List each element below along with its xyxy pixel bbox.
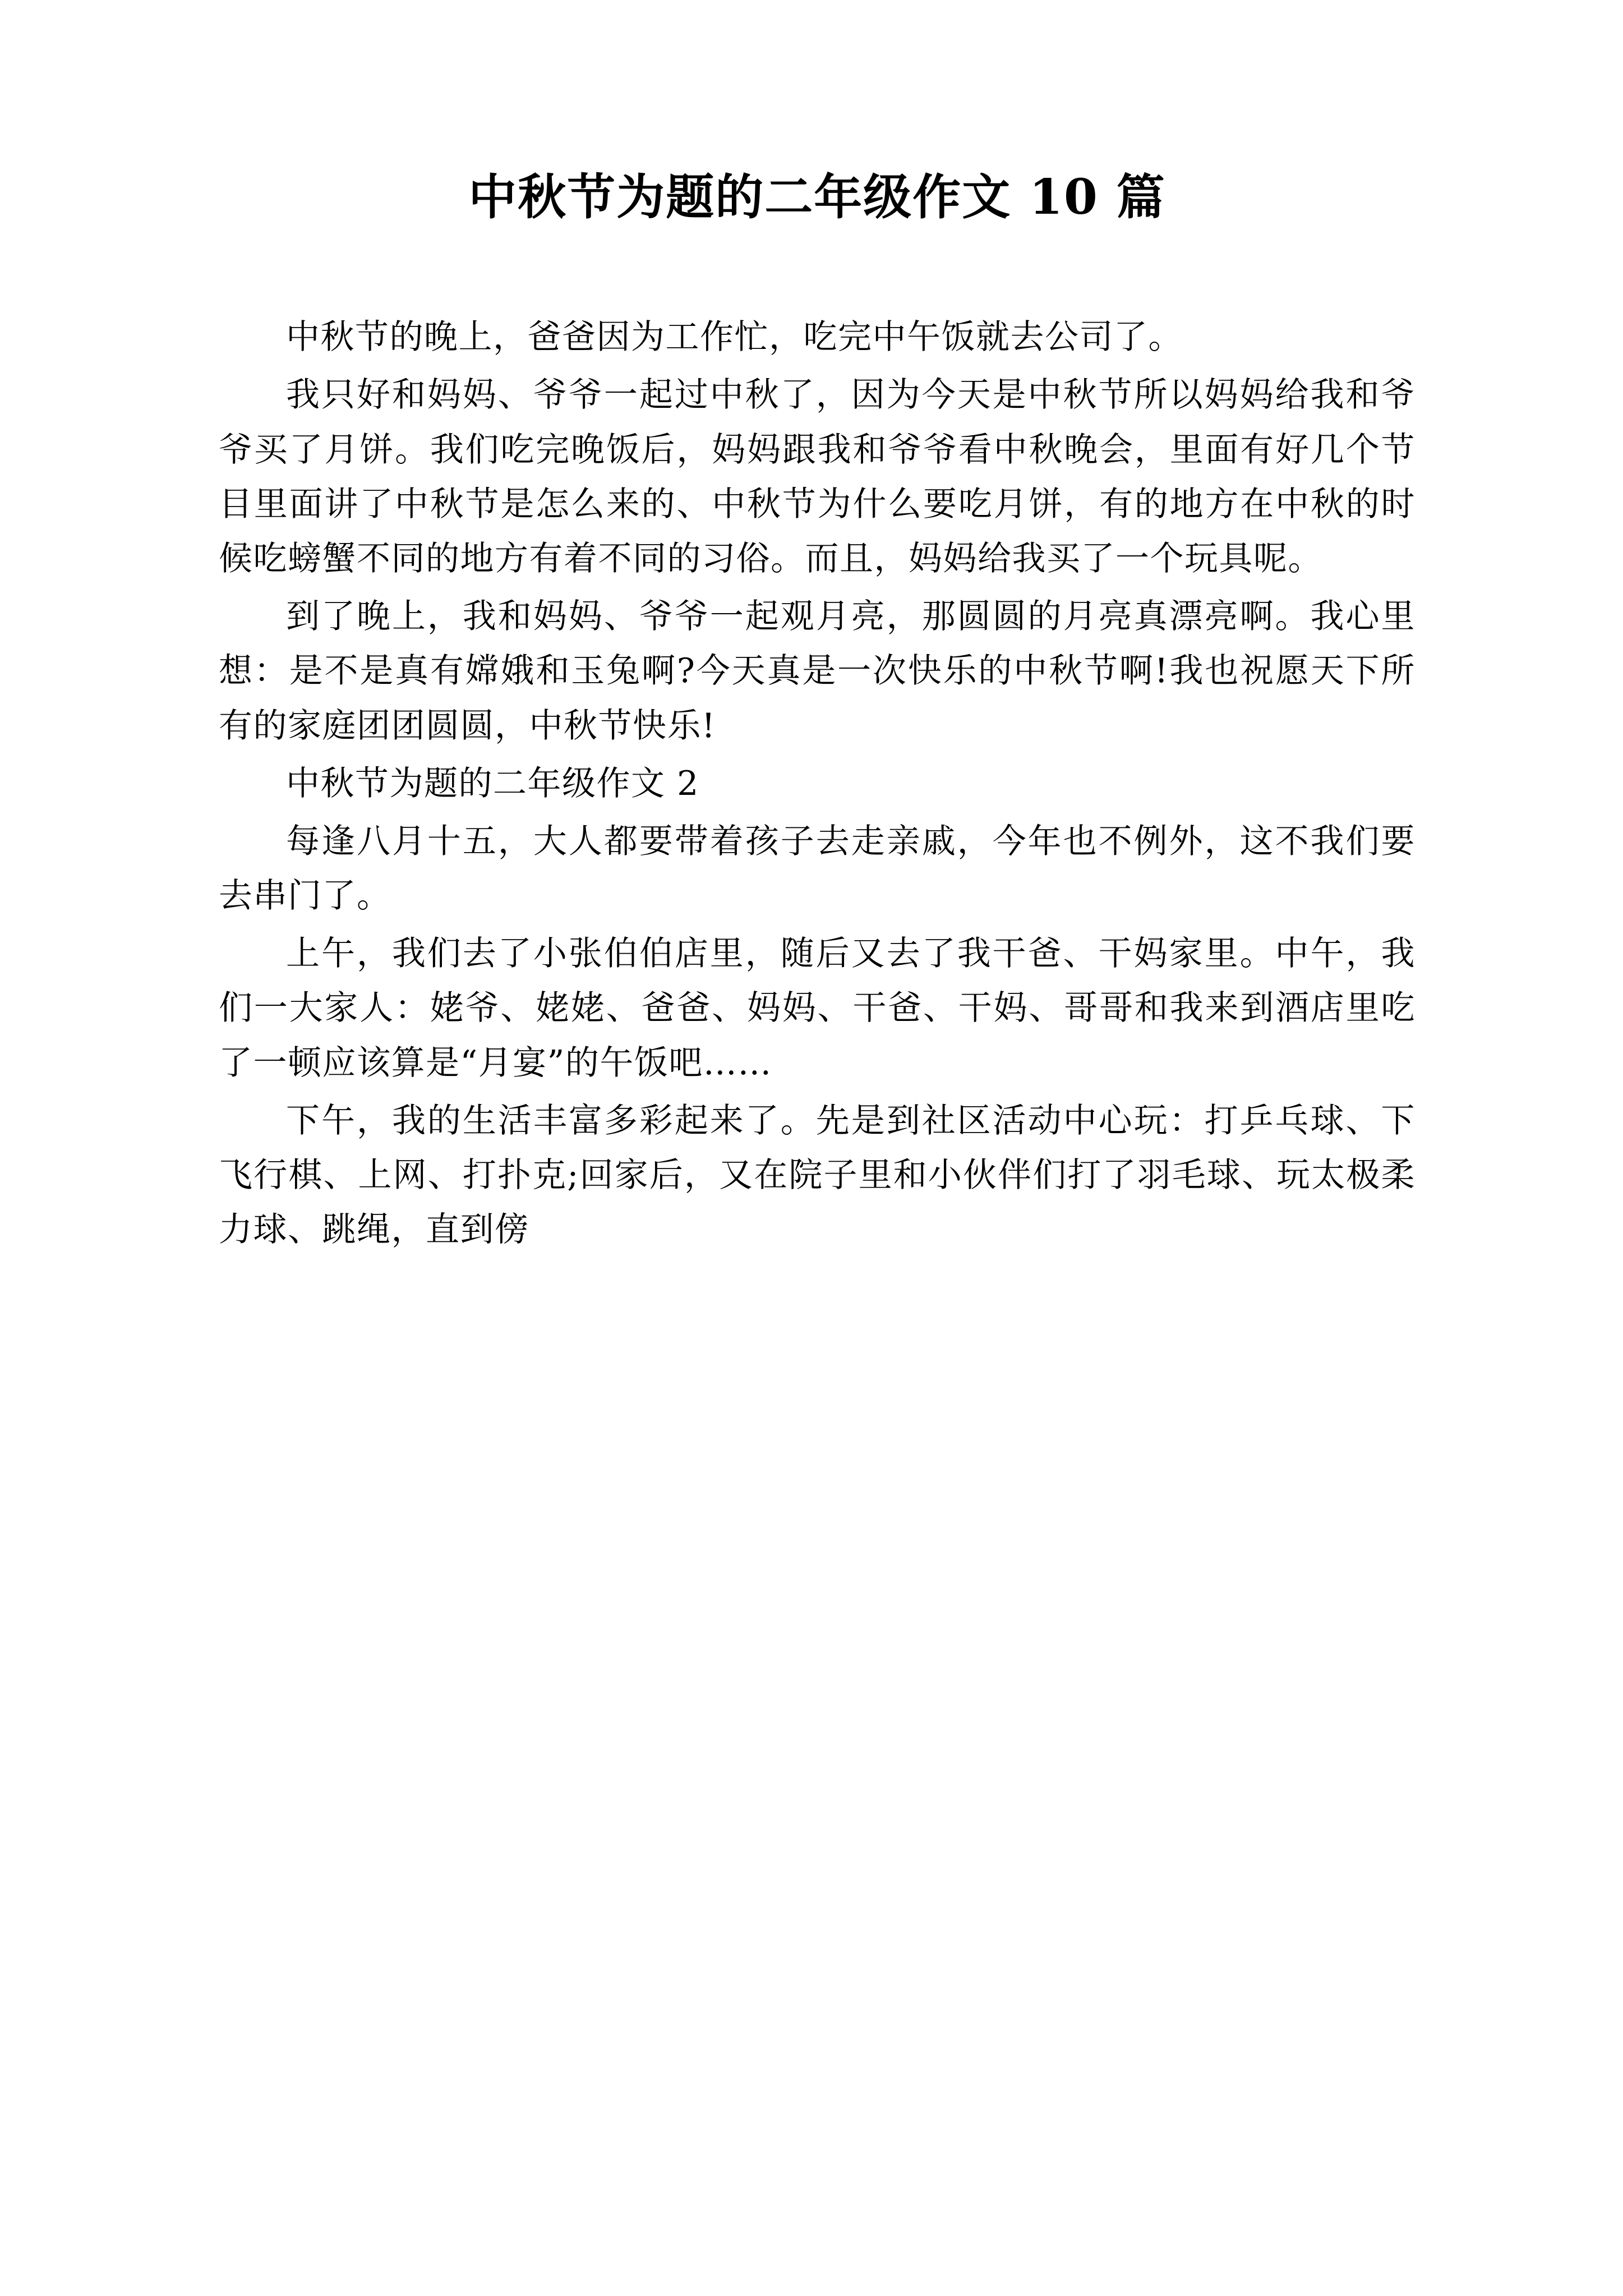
section-heading: 中秋节为题的二年级作文 2 [286,763,699,803]
paragraph: 下午，我的生活丰富多彩起来了。先是到社区活动中心玩：打乒乓球、下飞行棋、上网、打扑克;回家后，又在院子里和小伙伴们打了羽毛球、玩太极柔力球、跳绳，直到傍 [219,1101,1415,1250]
paragraph: 到了晚上，我和妈妈、爷爷一起观月亮，那圆圆的月亮真漂亮啊。我心里想：是不是真有嫦娥和玉兔啊?今天真是一次快乐的中秋节啊!我也祝愿天下所有的家庭团团圆圆，中秋节快乐! [219,597,1415,746]
paragraph: 上午，我们去了小张伯伯店里，随后又去了我干爸、干妈家里。中午，我们一大家人：姥爷、姥姥、爸爸、妈妈、干爸、干妈、哥哥和我来到酒店里吃了一顿应该算是“月宴”的午饭吧…… [219,934,1415,1083]
document-body [219,310,1415,1257]
paragraph: 每逢八月十五，大人都要带着孩子去走亲戚，今年也不例外，这不我们要去串门了。 [219,821,1415,916]
paragraph: 我只好和妈妈、爷爷一起过中秋了，因为今天是中秋节所以妈妈给我和爷爷买了月饼。我们吃完晚饭后，妈妈跟我和爷爷看中秋晚会，里面有好几个节目里面讲了中秋节是怎么来的、中秋节为什么要吃月饼，有的地方在中秋的时候吃螃蟹不同的地方有着不同的习俗。而且，妈妈给我买了一个玩具呢。 [219,375,1415,578]
page-title: 中秋节为题的二年级作文 10 篇 [468,169,1166,226]
paragraph: 中秋节的晚上，爸爸因为工作忙，吃完中午饭就去公司了。 [286,318,1183,357]
